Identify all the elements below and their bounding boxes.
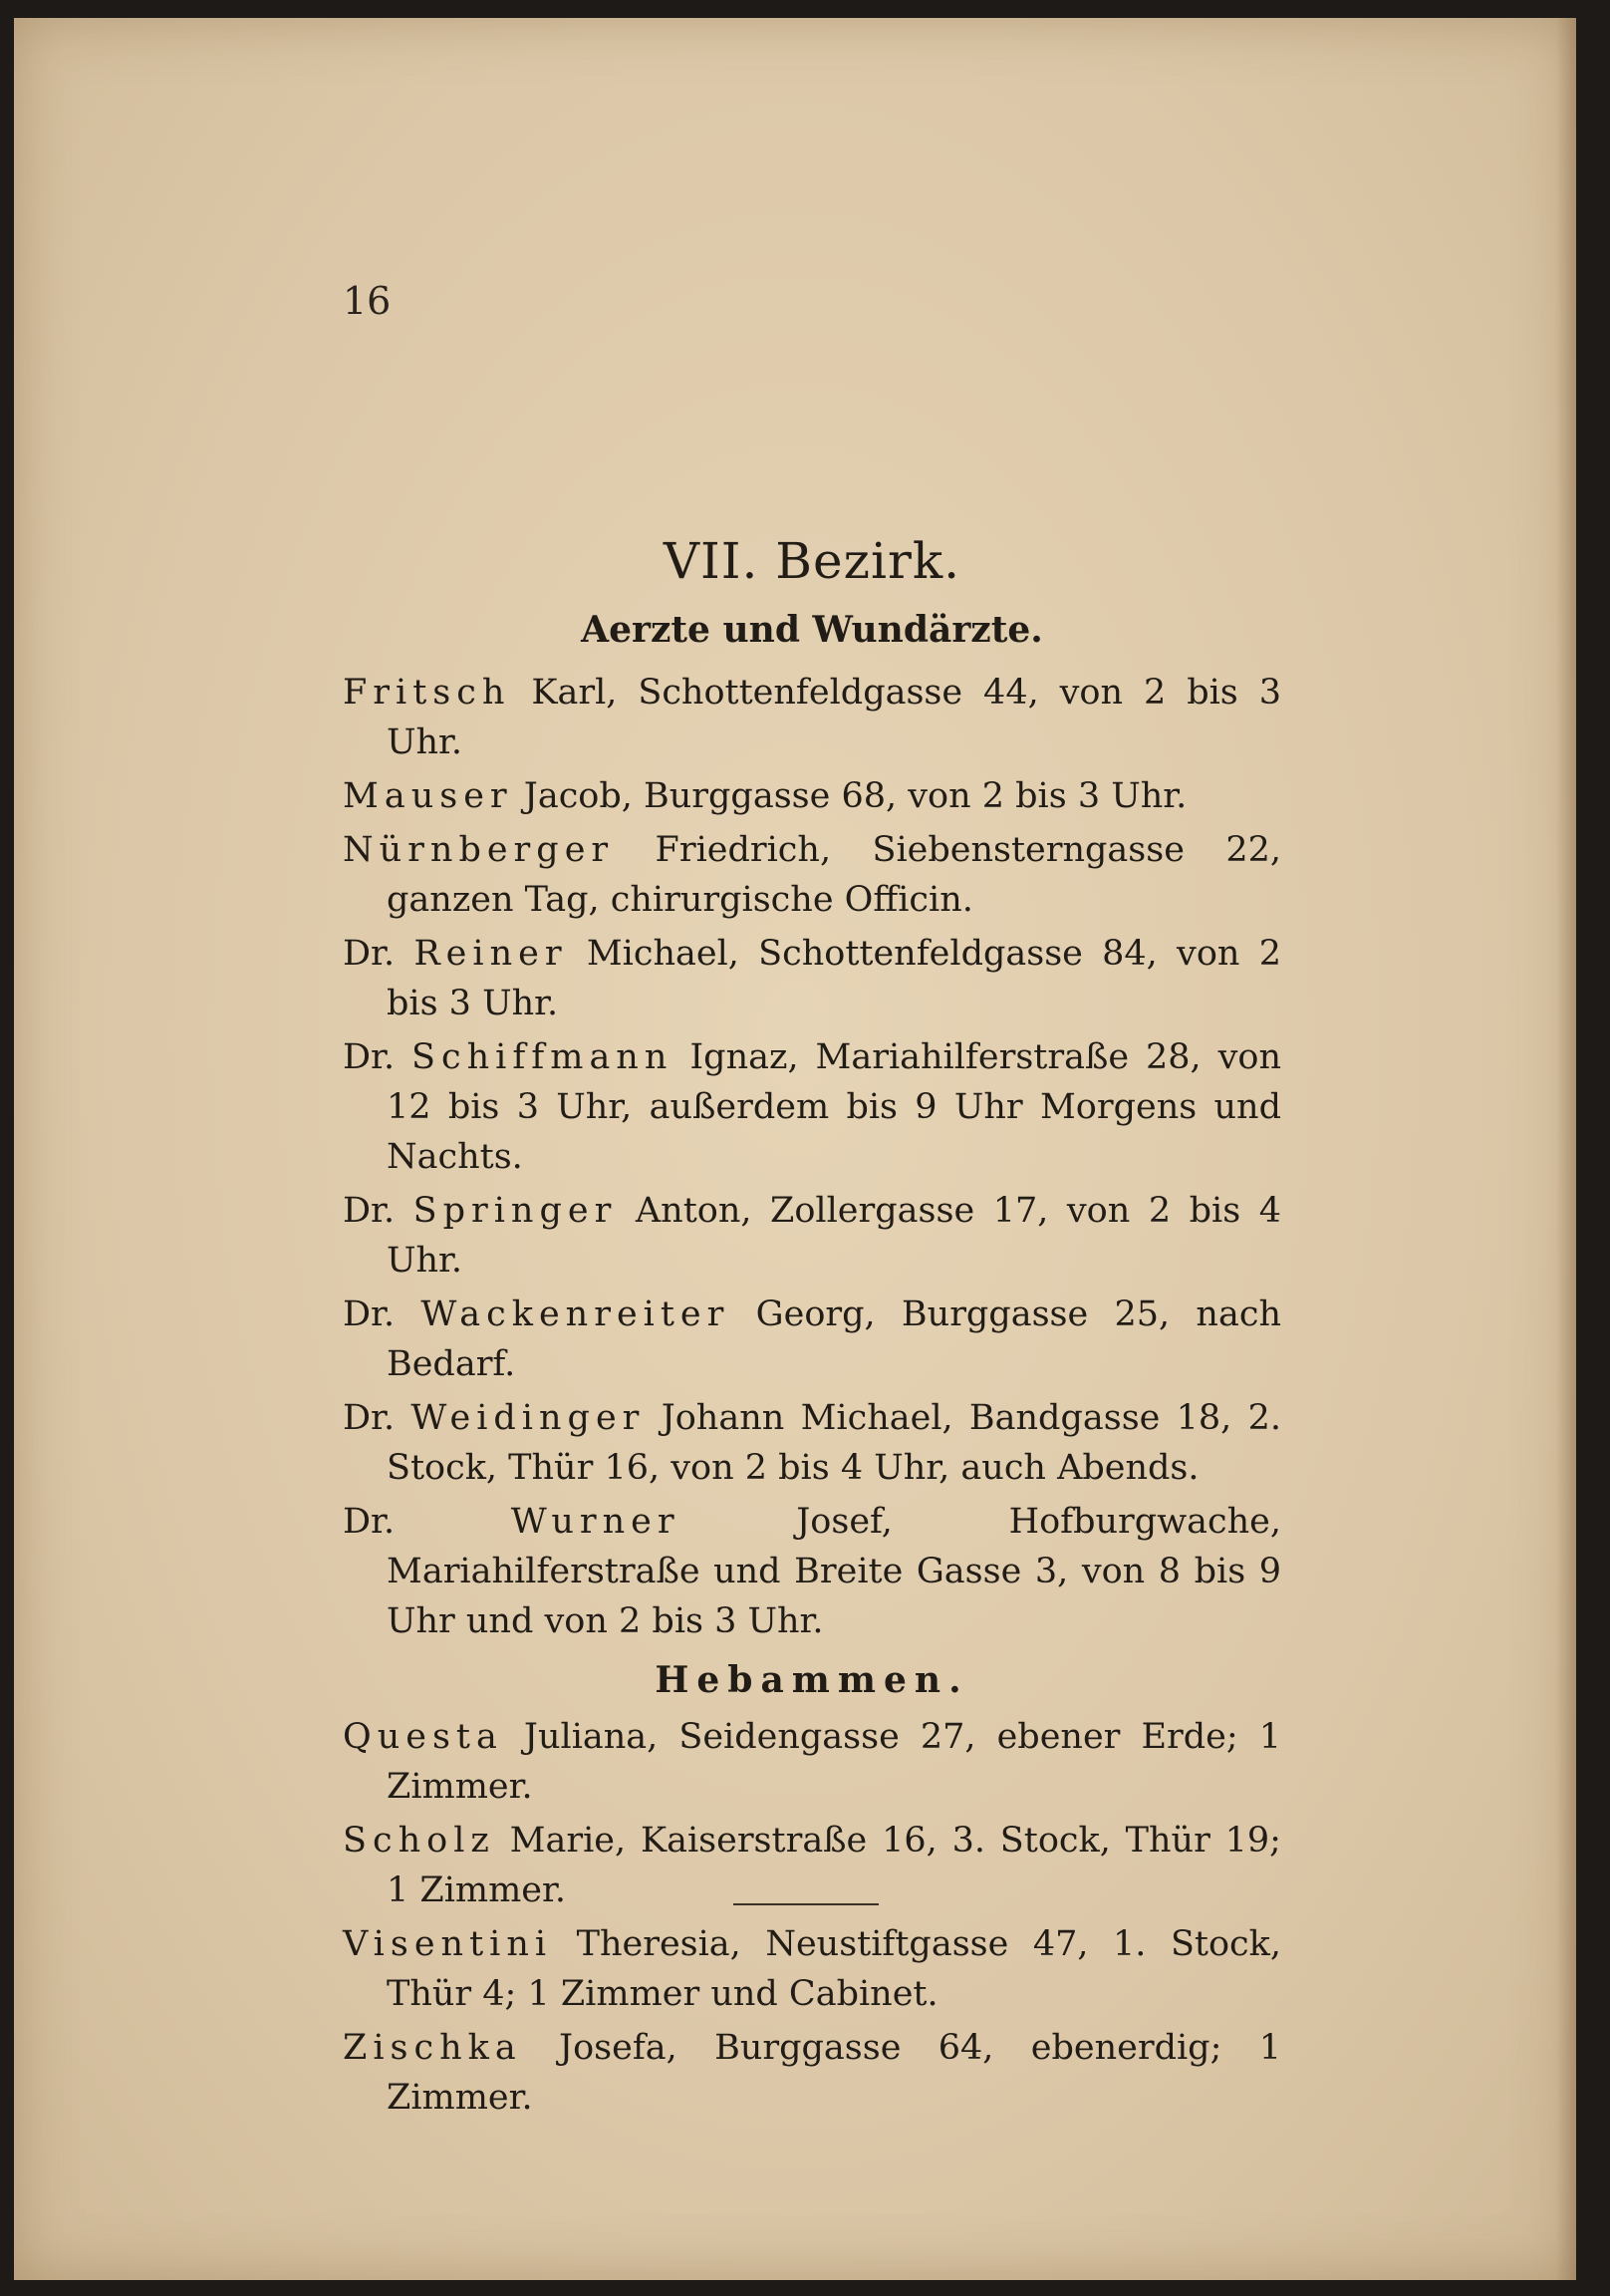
entry-prefix: Dr. bbox=[343, 1502, 396, 1542]
entry-text: Josef, Hofburgwache, Mariahilferstraße und Breite Gasse 3, von 8 bis 9 Uhr und von 2 bis 3 Uhr. bbox=[387, 1502, 1281, 1641]
entry-text: Jacob, Burggasse 68, von 2 bis 3 Uhr. bbox=[523, 776, 1188, 816]
entry-text: Theresia, Neustiftgasse 47, 1. Stock, Thür 4; 1 Zimmer und Cabinet. bbox=[387, 1924, 1281, 2014]
list-item bbox=[343, 668, 1281, 767]
entry-prefix: Dr. bbox=[343, 1191, 396, 1231]
entry-text: Marie, Kaiserstraße 16, 3. Stock, Thür 19; 1 Zimmer. bbox=[387, 1821, 1281, 1910]
entry-name: Weidinger bbox=[410, 1398, 646, 1438]
entry-text: Ignaz, Mariahilferstraße 28, von 12 bis 3 Uhr, außerdem bis 9 Uhr Morgens und Nachts. bbox=[387, 1037, 1281, 1177]
page-number: 16 bbox=[343, 279, 392, 323]
entry-text: Georg, Burggasse 25, nach Bedarf. bbox=[387, 1294, 1281, 1384]
closing-rule bbox=[733, 1903, 879, 1905]
list-item bbox=[343, 1497, 1281, 1646]
list-item bbox=[343, 2023, 1281, 2123]
entry-prefix: Dr. bbox=[343, 1398, 396, 1438]
list-item bbox=[343, 1393, 1281, 1493]
entry-text: Karl, Schottenfeldgasse 44, von 2 bis 3 Uhr. bbox=[387, 673, 1281, 762]
entry-text: Juliana, Seidengasse 27, ebener Erde; 1 Zimmer. bbox=[387, 1717, 1281, 1807]
page-content bbox=[343, 526, 1281, 2127]
entry-name: Schiffmann bbox=[411, 1037, 673, 1077]
entry-text: Friedrich, Siebensterngasse 22, ganzen Tag, chirurgische Officin. bbox=[387, 830, 1281, 920]
list-item bbox=[343, 1032, 1281, 1182]
entry-name: Mauser bbox=[343, 776, 513, 816]
list-item bbox=[343, 1919, 1281, 2019]
entry-name: Springer bbox=[412, 1191, 618, 1231]
entry-text: Johann Michael, Bandgasse 18, 2. Stock, Thür 16, von 2 bis 4 Uhr, auch Abends. bbox=[387, 1398, 1281, 1488]
entry-name: Questa bbox=[343, 1717, 503, 1757]
entry-text: Josefa, Burggasse 64, ebenerdig; 1 Zimmer. bbox=[387, 2028, 1281, 2118]
entry-prefix: Dr. bbox=[343, 934, 396, 974]
list-item bbox=[343, 1712, 1281, 1812]
entry-name: Visentini bbox=[343, 1924, 553, 1964]
entry-text: Anton, Zollergasse 17, von 2 bis 4 Uhr. bbox=[387, 1191, 1281, 1281]
section-title-doctors: Aerzte und Wundärzte. bbox=[581, 609, 1043, 651]
list-item bbox=[343, 771, 1281, 821]
page-edge-shadow bbox=[1556, 18, 1576, 2280]
entry-name: Fritsch bbox=[343, 673, 511, 713]
entry-name: Wackenreiter bbox=[420, 1294, 730, 1334]
list-item bbox=[343, 825, 1281, 925]
list-item bbox=[343, 929, 1281, 1028]
entry-name: Scholz bbox=[343, 1821, 495, 1861]
section-title-midwives: Hebammen. bbox=[655, 1659, 969, 1701]
list-item bbox=[343, 1816, 1281, 1915]
district-title: VII. Bezirk. bbox=[663, 532, 961, 590]
book-page bbox=[14, 18, 1576, 2280]
entry-name: Wurner bbox=[510, 1502, 680, 1542]
entry-prefix: Dr. bbox=[343, 1037, 396, 1077]
list-item bbox=[343, 1290, 1281, 1389]
list-item bbox=[343, 1186, 1281, 1286]
entry-name: Reiner bbox=[413, 934, 568, 974]
entry-name: Zischka bbox=[343, 2028, 522, 2068]
entry-prefix: Dr. bbox=[343, 1294, 396, 1334]
entry-text: Michael, Schottenfeldgasse 84, von 2 bis 3 Uhr. bbox=[387, 934, 1281, 1023]
entry-name: Nürnberger bbox=[343, 830, 615, 870]
